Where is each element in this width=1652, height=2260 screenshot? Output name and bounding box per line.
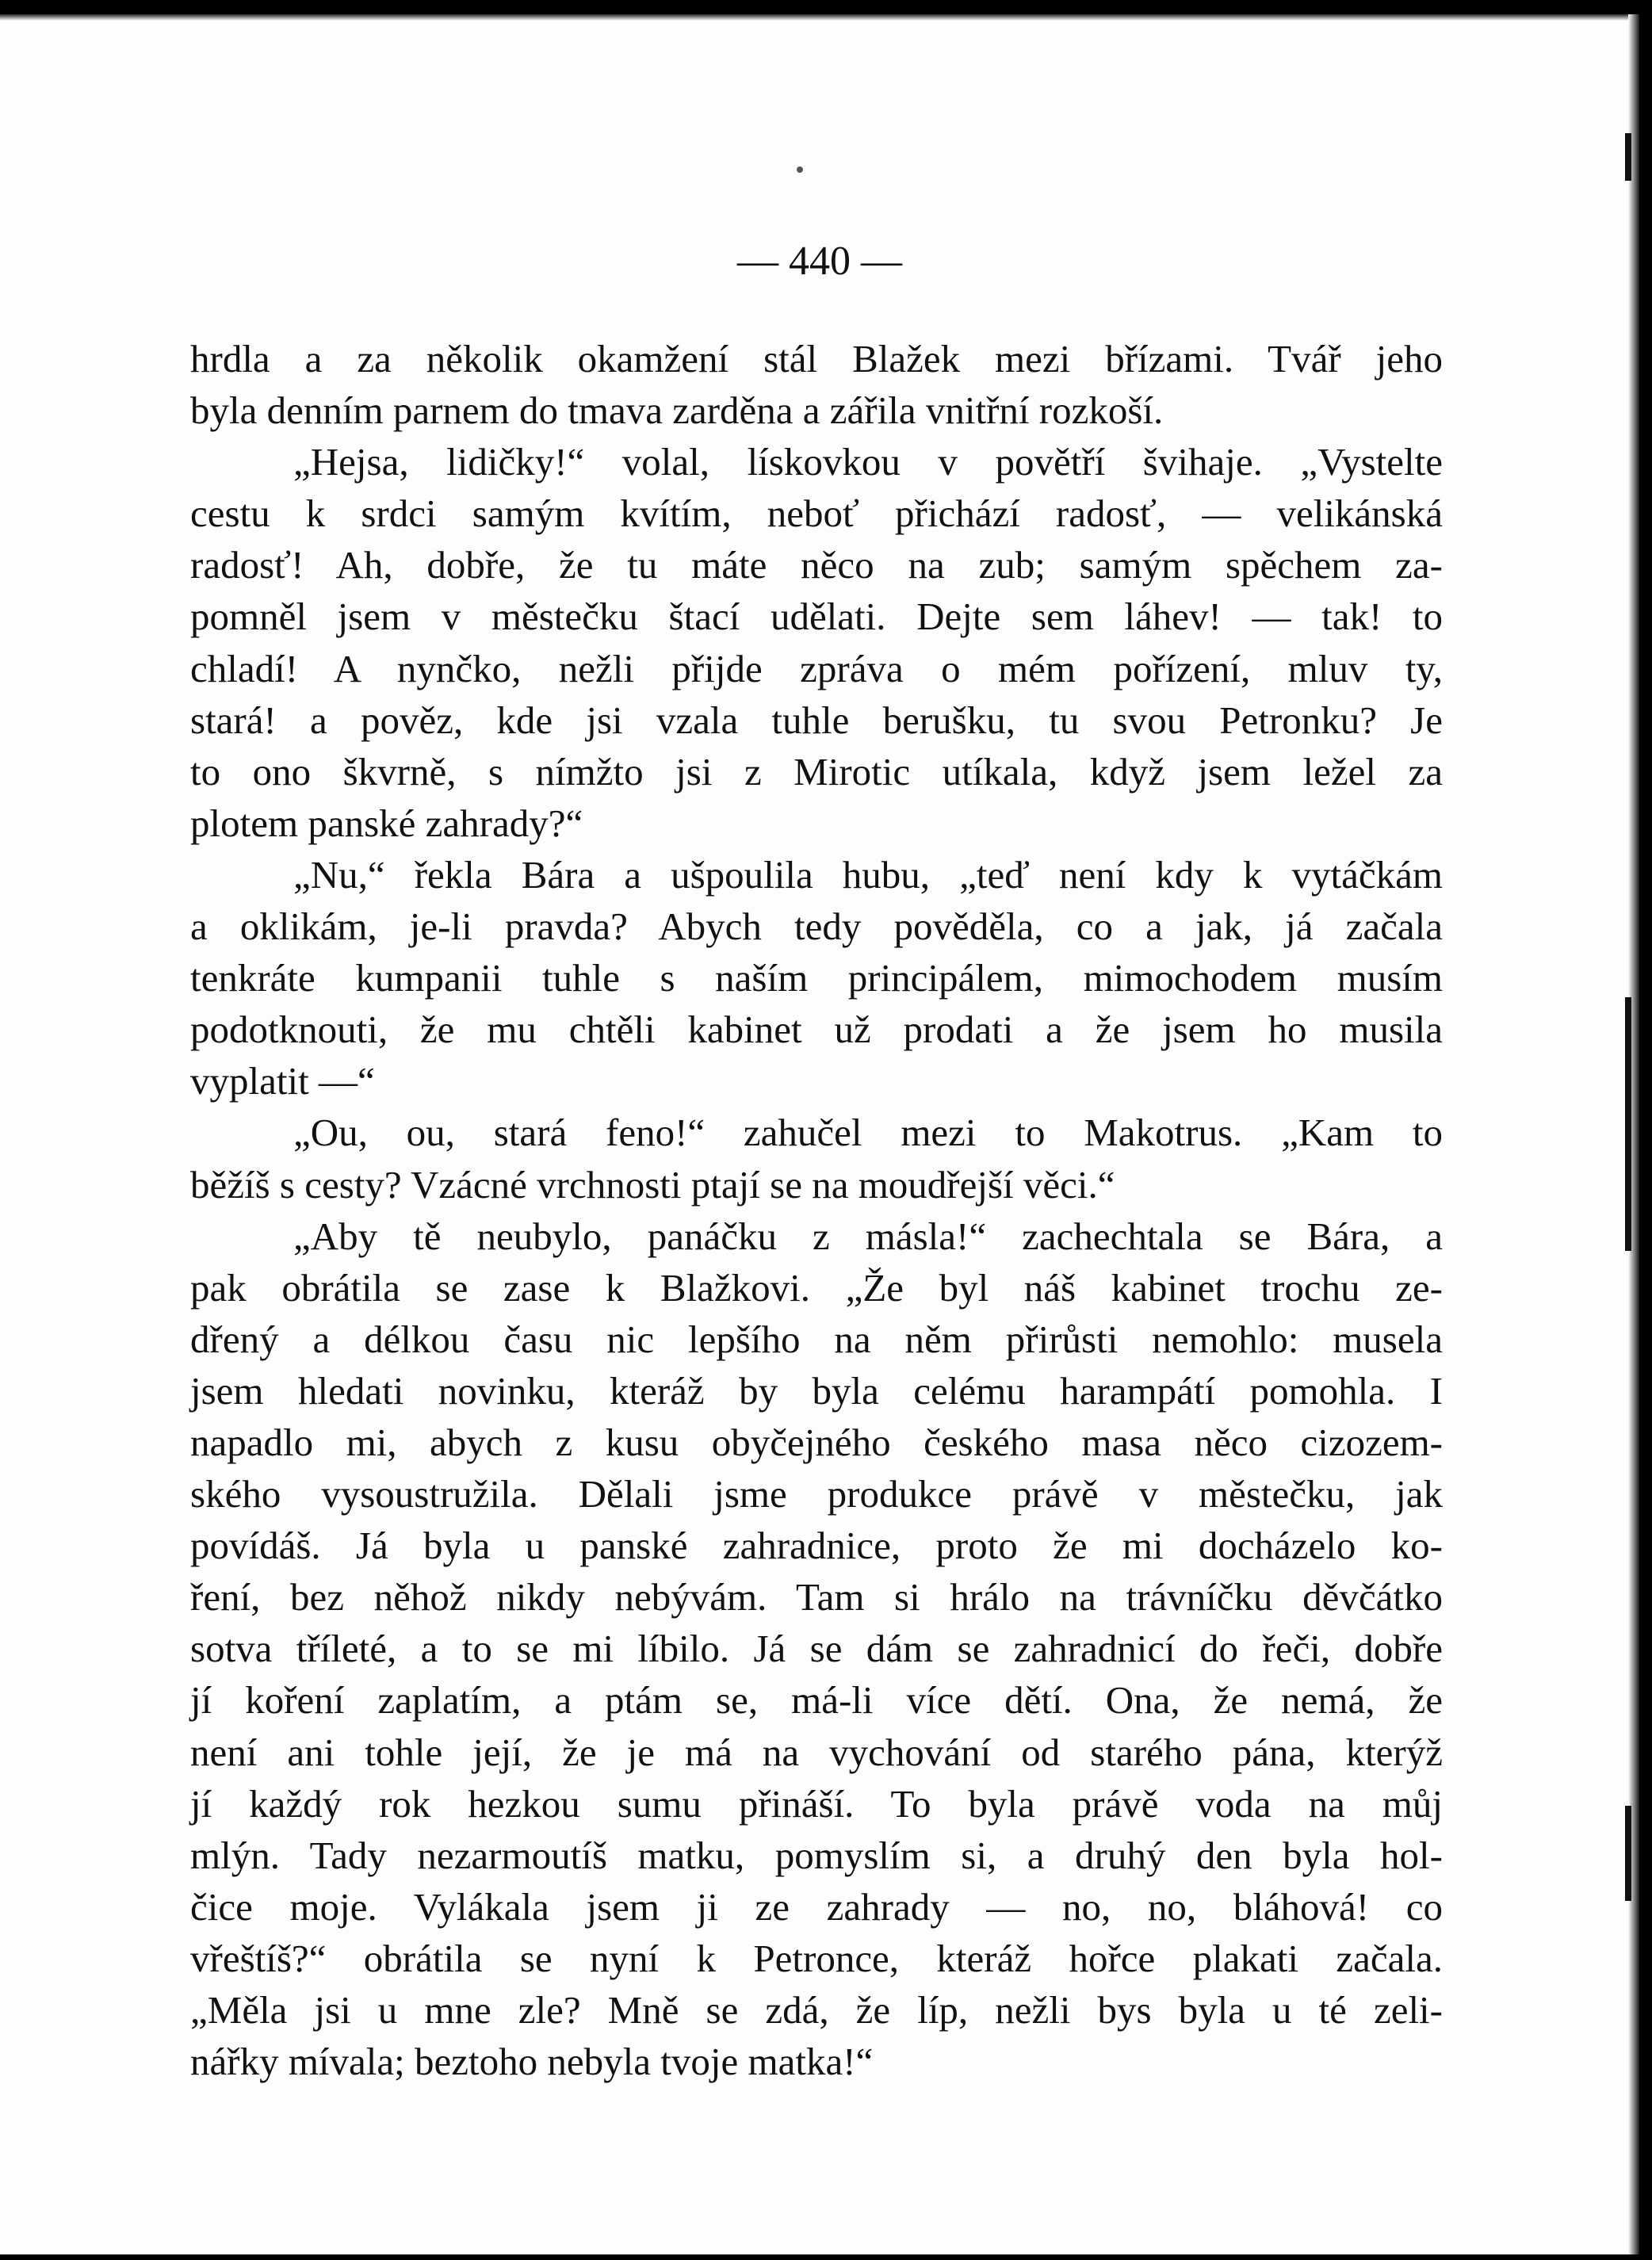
text-line: pak obrátila se zase k Blažkovi. „Že byl náš kabinet trochu ze-: [190, 1265, 1443, 1310]
text-line: podotknouti, že mu chtěli kabinet už prodati a že jsem ho musila: [190, 1008, 1443, 1052]
binding-mark: [1625, 997, 1631, 1251]
text-line: „Měla jsi u mne zle? Mně se zdá, že líp, nežli bys byla u té zeli-: [190, 1988, 1443, 2032]
text-line: čice moje. Vylákala jsem ji ze zahrady — no, no, bláhová! co: [190, 1884, 1443, 1929]
text-line: pomněl jsem v městečku štací udělati. Dejte sem láhev! — tak! to: [190, 595, 1443, 639]
text-line: dřený a délkou času nic lepšího na něm přirůsti nemohlo: musela: [190, 1317, 1443, 1361]
text-line: sotva tříleté, a to se mi líbilo. Já se dám se zahradnicí do řeči, dobře: [190, 1627, 1443, 1671]
text-line: není ani tohle její, že je má na vychování od starého pána, kterýž: [190, 1730, 1443, 1774]
text-line: chladí! A nynčko, nežli přijde zpráva o mém pořízení, mluv ty,: [190, 646, 1443, 690]
text-line: byla denním parnem do tmava zarděna a zářila vnitřní rozkoší.: [190, 388, 1164, 433]
text-line: vyplatit —“: [190, 1059, 375, 1103]
text-line: „Nu,“ řekla Bára a ušpoulila hubu, „teď není kdy k vytáčkám: [293, 852, 1443, 897]
text-line: „Hejsa, lidičky!“ volal, lískovkou v povětří švihaje. „Vystelte: [293, 440, 1443, 484]
ink-speck: [797, 166, 803, 173]
text-line: a oklikám, je-li pravda? Abych tedy pověděla, co a jak, já začala: [190, 904, 1443, 949]
text-line: povídáš. Já byla u panské zahradnice, proto že mi docházelo ko-: [190, 1524, 1443, 1568]
text-line: ření, bez něhož nikdy nebývám. Tam si hrálo na trávníčku děvčátko: [190, 1575, 1443, 1619]
text-line: mlýn. Tady nezarmoutíš matku, pomyslím si, a druhý den byla hol-: [190, 1833, 1443, 1877]
text-line: cestu k srdci samým kvítím, neboť přichází radosť, — velikánská: [190, 491, 1443, 536]
text-line: jsem hledati novinku, kteráž by byla celému harampátí pomohla. I: [190, 1368, 1443, 1413]
text-line: plotem panské zahrady?“: [190, 801, 583, 845]
text-line: běžíš s cesty? Vzácné vrchnosti ptají se na moudřejší věci.“: [190, 1162, 1115, 1206]
text-line: to ono škvrně, s nímžto jsi z Mirotic utíkala, když jsem ležel za: [190, 749, 1443, 793]
text-line: stará! a pověz, kde jsi vzala tuhle berušku, tu svou Petronku? Je: [190, 698, 1443, 742]
text-line: ského vysoustružila. Dělali jsme produkce právě v městečku, jak: [190, 1472, 1443, 1516]
text-line: radosť! Ah, dobře, že tu máte něco na zub; samým spěchem za-: [190, 543, 1443, 587]
scan-edge-top: [0, 14, 1639, 21]
text-line: napadlo mi, abych z kusu obyčejného českého masa něco cizozem-: [190, 1420, 1443, 1464]
page-number: — 440 —: [737, 239, 902, 284]
text-line: tenkráte kumpanii tuhle s naším principálem, mimochodem musím: [190, 956, 1443, 1000]
book-page: [0, 14, 1639, 2254]
text-line: hrdla a za několik okamžení stál Blažek mezi břízami. Tvář jeho: [190, 337, 1443, 380]
text-line: „Ou, ou, stará feno!“ zahučel mezi to Makotrus. „Kam to: [293, 1111, 1443, 1155]
binding-mark: [1625, 133, 1631, 181]
text-line: jí každý rok hezkou sumu přináší. To byla právě voda na můj: [190, 1781, 1443, 1826]
binding-mark: [1625, 1806, 1631, 1901]
text-line: jí koření zaplatím, a ptám se, má-li více dětí. Ona, že nemá, že: [190, 1678, 1443, 1723]
text-line: vřeštíš?“ obrátila se nyní k Petronce, kteráž hořce plakati začala.: [190, 1936, 1443, 1980]
text-line: nářky mívala; beztoho nebyla tvoje matka!“: [190, 2040, 874, 2084]
text-line: „Aby tě neubylo, panáčku z másla!“ zachechtala se Bára, a: [293, 1214, 1443, 1258]
body-text: [190, 333, 1443, 2087]
